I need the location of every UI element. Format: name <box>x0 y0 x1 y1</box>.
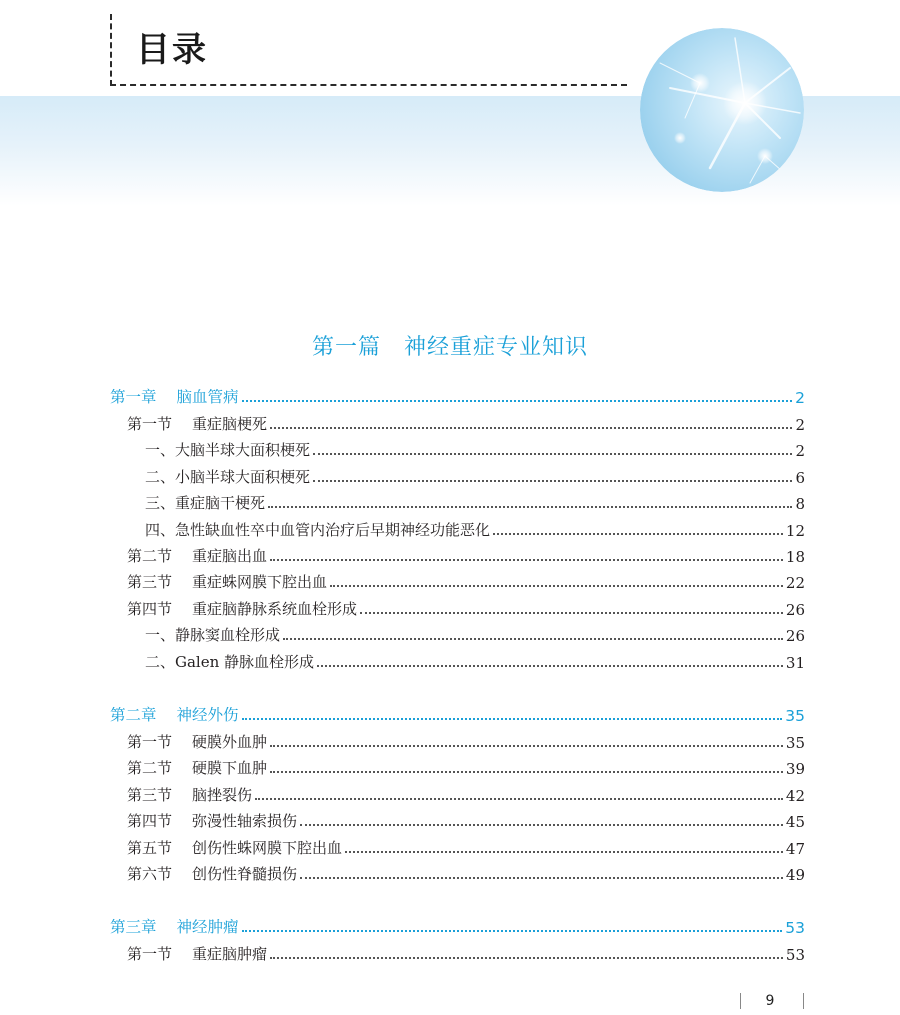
toc-entry-label: 四、急性缺血性卒中血管内治疗后早期神经功能恶化 <box>145 521 491 539</box>
toc-dot-leader <box>317 665 783 667</box>
toc-section-row[interactable] <box>127 544 805 566</box>
toc-page-number: 31 <box>785 654 805 672</box>
toc-dot-leader <box>255 798 783 800</box>
toc-dot-leader <box>242 718 783 720</box>
toc-entry-label <box>127 757 267 778</box>
toc-section-row[interactable] <box>127 862 805 884</box>
toc-entry-title: 创伤性脊髓损伤 <box>192 865 298 883</box>
toc-dot-leader <box>270 957 783 959</box>
toc-dot-leader <box>360 612 783 614</box>
toc-entry-number: 第一章 <box>110 388 157 406</box>
toc-dot-leader <box>270 427 792 429</box>
toc-dot-leader <box>493 533 783 535</box>
toc-entry-number: 第四节 <box>127 600 173 618</box>
toc-entry-title: 重症脑静脉系统血栓形成 <box>192 600 358 618</box>
toc-page-number: 42 <box>785 787 805 805</box>
toc-item-row[interactable] <box>145 438 805 460</box>
toc-section-row[interactable] <box>127 756 805 778</box>
toc-entry-label <box>127 598 357 619</box>
toc-section-row[interactable] <box>127 570 805 592</box>
toc-entry-title: 脑挫裂伤 <box>192 786 253 804</box>
toc-entry-title: 弥漫性轴索损伤 <box>192 812 298 830</box>
toc-page-number: 18 <box>785 548 805 566</box>
toc-entry-label <box>127 784 252 805</box>
toc-entry-label <box>127 545 267 566</box>
toc-section-row[interactable] <box>127 730 805 752</box>
toc-page-number: 2 <box>795 389 805 407</box>
toc-page-number: 22 <box>785 574 805 592</box>
neuron-illustration <box>640 28 804 192</box>
toc-dot-leader <box>300 824 783 826</box>
toc-entry-label <box>110 915 239 937</box>
toc-entry-label <box>127 571 327 592</box>
toc-entry-label <box>127 837 342 858</box>
toc-section-row[interactable] <box>127 783 805 805</box>
toc-item-row[interactable] <box>145 623 805 645</box>
toc-entry-number: 第一节 <box>127 733 173 751</box>
toc-entry-title: 创伤性蛛网膜下腔出血 <box>192 839 343 857</box>
toc-dot-leader <box>270 559 783 561</box>
toc-dot-leader <box>283 638 783 640</box>
toc-entry-label: 二、Galen 静脉血栓形成 <box>145 653 315 671</box>
toc-item-row[interactable] <box>145 650 805 672</box>
toc-entry-label <box>110 703 239 725</box>
toc-dot-leader <box>242 400 793 402</box>
toc-page-number: 2 <box>795 416 805 434</box>
toc-entry-title: 重症脑出血 <box>192 547 268 565</box>
toc-entry-number: 第六节 <box>127 865 173 883</box>
page-number: 9 <box>765 993 775 1009</box>
toc-entry-title: 硬膜下血肿 <box>192 759 268 777</box>
toc-page-number: 26 <box>785 627 805 645</box>
toc-page-number: 53 <box>785 919 805 937</box>
toc-entry-number: 第四节 <box>127 812 173 830</box>
toc-section-row[interactable] <box>127 809 805 831</box>
toc-entry-label <box>127 731 267 752</box>
toc-entry-number: 第二节 <box>127 547 173 565</box>
toc-page-number: 2 <box>795 442 805 460</box>
toc-page-number: 35 <box>785 734 805 752</box>
toc-dot-leader <box>270 771 783 773</box>
toc-page-number: 39 <box>785 760 805 778</box>
page-title: 目录 <box>136 30 208 70</box>
toc-page-number: 45 <box>785 813 805 831</box>
toc-dot-leader <box>313 453 792 455</box>
toc-section-row[interactable] <box>127 942 805 964</box>
toc-dot-leader <box>330 585 783 587</box>
toc-entry-number: 第一节 <box>127 415 173 433</box>
toc-item-row[interactable] <box>145 518 805 540</box>
toc-page-number: 35 <box>785 707 805 725</box>
toc-chapter-row[interactable] <box>110 385 805 407</box>
toc-dot-leader <box>242 930 783 932</box>
toc-entry-label <box>127 810 297 831</box>
toc-entry-number: 第三节 <box>127 786 173 804</box>
toc-dot-leader <box>268 506 792 508</box>
toc-entry-title: 脑血管病 <box>176 388 239 406</box>
toc-chapter-row[interactable] <box>110 915 805 937</box>
toc-entry-title: 神经外伤 <box>176 706 239 724</box>
toc-dot-leader <box>345 851 783 853</box>
toc-entry-label: 一、静脉窦血栓形成 <box>145 626 281 644</box>
toc-page-number: 26 <box>785 601 805 619</box>
toc-entry-number: 第一节 <box>127 945 173 963</box>
toc-item-row[interactable] <box>145 465 805 487</box>
toc-entry-title: 重症蛛网膜下腔出血 <box>192 573 328 591</box>
toc-entry-title: 重症脑梗死 <box>192 415 268 433</box>
toc-entry-label <box>127 413 267 434</box>
toc-page-number: 12 <box>785 522 805 540</box>
toc-entry-title: 神经肿瘤 <box>176 918 239 936</box>
toc-dot-leader <box>313 480 792 482</box>
toc-page-number: 53 <box>785 946 805 964</box>
toc-entry-label <box>110 385 239 407</box>
toc-entry-label: 一、大脑半球大面积梗死 <box>145 441 311 459</box>
toc-dot-leader <box>300 877 783 879</box>
toc-page-number: 47 <box>785 840 805 858</box>
toc-section-row[interactable] <box>127 597 805 619</box>
toc-entry-number: 第三节 <box>127 573 173 591</box>
toc-section-row[interactable] <box>127 836 805 858</box>
toc-entry-number: 第五节 <box>127 839 173 857</box>
toc-dot-leader <box>270 745 783 747</box>
toc-entry-number: 第二节 <box>127 759 173 777</box>
toc-chapter-row[interactable] <box>110 703 805 725</box>
toc-entry-label: 三、重症脑干梗死 <box>145 494 266 512</box>
toc-entry-label <box>127 943 267 964</box>
toc-section-row[interactable] <box>127 412 805 434</box>
footer-divider-right <box>803 993 804 1009</box>
toc-entry-title: 重症脑肿瘤 <box>192 945 268 963</box>
toc-entry-label: 二、小脑半球大面积梗死 <box>145 468 311 486</box>
toc-entry-label <box>127 863 297 884</box>
toc-entry-title: 硬膜外血肿 <box>192 733 268 751</box>
toc-page-number: 49 <box>785 866 805 884</box>
toc-entry-number: 第二章 <box>110 706 157 724</box>
toc-page-number: 8 <box>795 495 805 513</box>
toc-entry-number: 第三章 <box>110 918 157 936</box>
toc-item-row[interactable] <box>145 491 805 513</box>
part-title: 第一篇 神经重症专业知识 <box>311 335 588 360</box>
toc-page-number: 6 <box>795 469 805 487</box>
